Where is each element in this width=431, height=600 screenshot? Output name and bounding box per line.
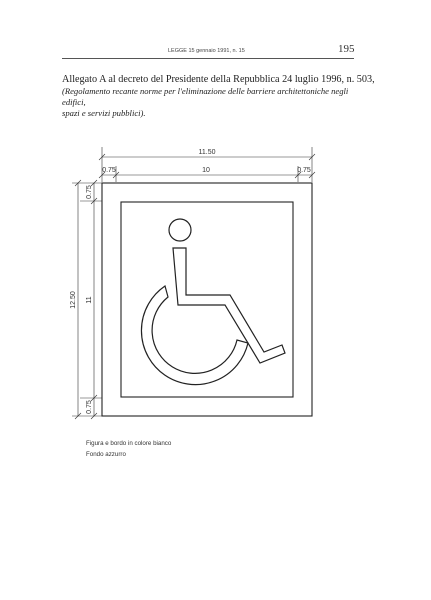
symbol-body [173,248,285,363]
dim-total-width: 11.50 [198,149,216,156]
running-head: LEGGE 15 gennaio 1991, n. 15 [168,48,245,54]
dim-inner-width: 10 [202,167,210,174]
symbol-head [169,219,191,241]
dim-margin-bottom: 0.75 [86,400,93,414]
caption-subtitle-line-1: (Regolamento recante norme per l'eliminazione delle barriere architettoniche negli edifici, [62,86,349,108]
dimension-lines [72,147,315,419]
dim-total-height: 12.50 [70,291,77,309]
page-number: 195 [338,43,355,55]
sign-outer-border [102,183,312,416]
legend-line-1: Figura e bordo in colore bianco [86,440,172,447]
figure-legend [86,438,171,460]
caption-subtitle-line-2: spazi e servizi pubblici). [62,108,146,119]
symbol-wheel [141,286,248,385]
dim-margin-top: 0.75 [86,185,93,199]
sign-inner-border [121,202,293,397]
dim-margin-right: 0.75 [297,167,311,174]
dim-inner-height: 11 [86,296,93,304]
dim-margin-left: 0.75 [102,167,116,174]
wheelchair-symbol-icon [141,219,285,385]
caption-title: Allegato A al decreto del Presidente della Repubblica 24 luglio 1996, n. 503, [62,74,375,85]
legend-line-2: Fondo azzurro [86,451,126,458]
